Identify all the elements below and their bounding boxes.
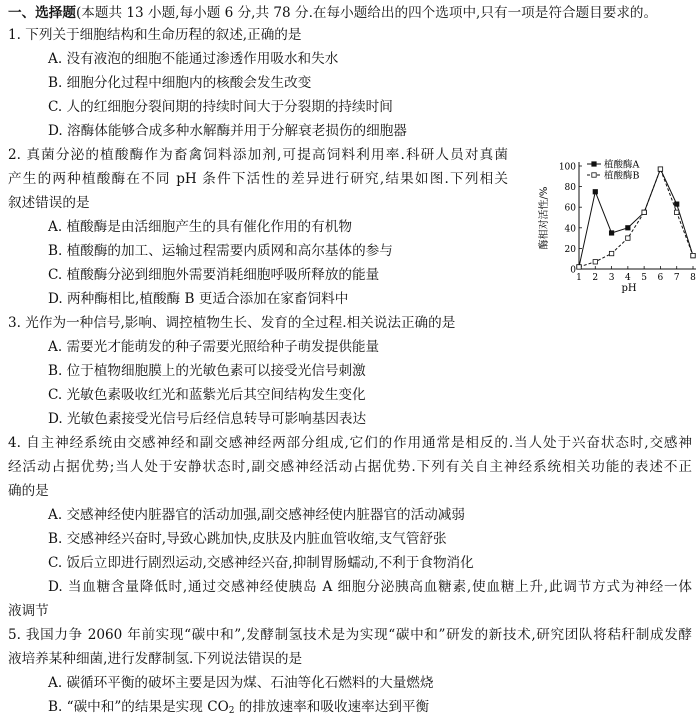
y-tick-label: 80 [564,183,576,194]
y-tick-label: 0 [570,265,576,276]
q1-option-b: B. 细胞分化过程中细胞内的核酸会发生改变 [48,75,312,91]
series-line-b [579,169,693,267]
q4-stem-line-1: 4. 自主神经系统由交感神经和副交感神经两部分组成,它们的作用通常是相反的.当人处于兴奋状态时,交感神 [8,435,692,451]
x-tick-label: 3 [608,273,615,283]
series-point-b [626,236,630,240]
series-point-a [675,202,679,206]
series-point-b [675,210,679,214]
q2-option-a: A. 植酸酶是由活细胞产生的具有催化作用的有机物 [48,219,352,235]
chart-x-axis-label: pH [621,283,637,294]
series-point-b [577,265,581,269]
series-point-b [691,253,695,257]
series-point-b [658,167,662,171]
q3-option-c: C. 光敏色素吸收红光和蓝紫光后其空间结构发生变化 [48,387,366,403]
x-tick-label: 8 [690,273,696,283]
y-tick-label: 40 [564,224,576,235]
chart-y-axis-label: 酶相对活性/% [539,186,550,250]
series-point-a [609,231,613,235]
q4-stem-line-2: 经活动占据优势;当人处于安静状态时,副交感神经活动占据优势.下列有关自主神经系统相关功能的表述不正 [8,459,692,475]
chart-series [577,167,695,269]
series-point-b [593,260,597,264]
q4-option-b: B. 交感神经兴奋时,导致心跳加快,皮肤及内脏血管收缩,支气管舒张 [48,531,447,547]
q2-option-c: C. 植酸酶分泌到细胞外需要消耗细胞呼吸所释放的能量 [48,267,380,283]
y-tick-label: 60 [564,203,576,214]
q5-option-b [48,698,429,716]
x-tick-label: 5 [641,273,648,283]
q1-option-d: D. 溶酶体能够合成多种水解酶并用于分解衰老损伤的细胞器 [48,123,407,139]
q2-stem-line-2: 产生的两种植酸酶在不同 pH 条件下活性的差异进行研究,结果如图.下列相关 [8,171,508,187]
enzyme-activity-chart [535,156,700,296]
q5-stem-line-2: 液培养某种细菌,进行发酵制氢.下列说法错误的是 [8,651,303,667]
series-line-a [579,169,693,267]
legend-marker [592,162,596,166]
series-point-b [642,210,646,214]
q5-option-b-part-1: B. “碳中和”的结果是实现 CO [48,699,229,715]
x-tick-label: 1 [576,273,582,283]
chart-legend [587,159,640,182]
legend-label: 植酸酶A [604,159,640,171]
q5-stem-line-1: 5. 我国力争 2060 年前实现“碳中和”,发酵制氢技术是为实现“碳中和”研发的新技术,研究团队将秸秆制成发酵 [8,627,692,643]
q3-option-b: B. 位于植物细胞膜上的光敏色素可以接受光信号刺激 [48,363,366,379]
q4-option-d-continuation: 液调节 [8,603,49,619]
y-tick-label: 20 [564,244,576,255]
x-tick-label: 6 [657,273,664,283]
series-point-b [609,251,613,255]
q3-option-d: D. 光敏色素接受光信号后经信息转导可影响基因表达 [48,411,367,427]
q3-option-a: A. 需要光才能萌发的种子需要光照给种子萌发提供能量 [48,339,380,355]
x-tick-label: 2 [592,273,599,283]
q2-stem-line-1: 2. 真菌分泌的植酸酶作为畜禽饲料添加剂,可提高饲料利用率.科研人员对真菌 [8,147,508,163]
section-instructions: (本题共 13 小题,每小题 6 分,共 78 分.在每小题给出的四个选项中,只有一项是符合题目要求的。 [75,5,658,21]
q4-option-a: A. 交感神经使内脏器官的活动加强,副交感神经使内脏器官的活动减弱 [48,507,465,523]
section-header [8,4,657,22]
q5-option-b-part-2: 的排放速率和吸收速率达到平衡 [234,699,430,715]
q2-option-d: D. 两种酶相比,植酸酶 B 更适合添加在家畜饲料中 [48,291,349,307]
q5-option-a: A. 碳循环平衡的破坏主要是因为煤、石油等化石燃料的大量燃烧 [48,675,434,691]
x-tick-label: 4 [624,273,631,283]
legend-marker [592,173,596,177]
legend-label: 植酸酶B [604,170,640,182]
q4-option-d: D. 当血糖含量降低时,通过交感神经使胰岛 A 细胞分泌胰高血糖素,使血糖上升,此调节方式为神经一体 [48,579,692,595]
q1-option-a: A. 没有液泡的细胞不能通过渗透作用吸水和失水 [48,51,339,67]
q1-stem: 1. 下列关于细胞结构和生命历程的叙述,正确的是 [8,27,302,43]
y-tick-label: 100 [558,162,576,173]
x-tick-label: 7 [673,273,680,283]
q2-option-b: B. 植酸酶的加工、运输过程需要内质网和高尔基体的参与 [48,243,393,259]
series-point-a [593,190,597,194]
q2-stem-line-3: 叙述错误的是 [8,195,90,211]
q1-option-c: C. 人的红细胞分裂间期的持续时间大于分裂期的持续时间 [48,99,393,115]
q5-option-b-subscript: 2 [228,706,235,716]
section-title: 一、选择题 [8,5,76,21]
q4-stem-line-3: 确的是 [8,483,49,499]
q3-stem: 3. 光作为一种信号,影响、调控植物生长、发育的全过程.相关说法正确的是 [8,315,456,331]
q4-option-c: C. 饭后立即进行剧烈运动,交感神经兴奋,抑制胃肠蠕动,不利于食物消化 [48,555,474,571]
series-point-a [626,226,630,230]
